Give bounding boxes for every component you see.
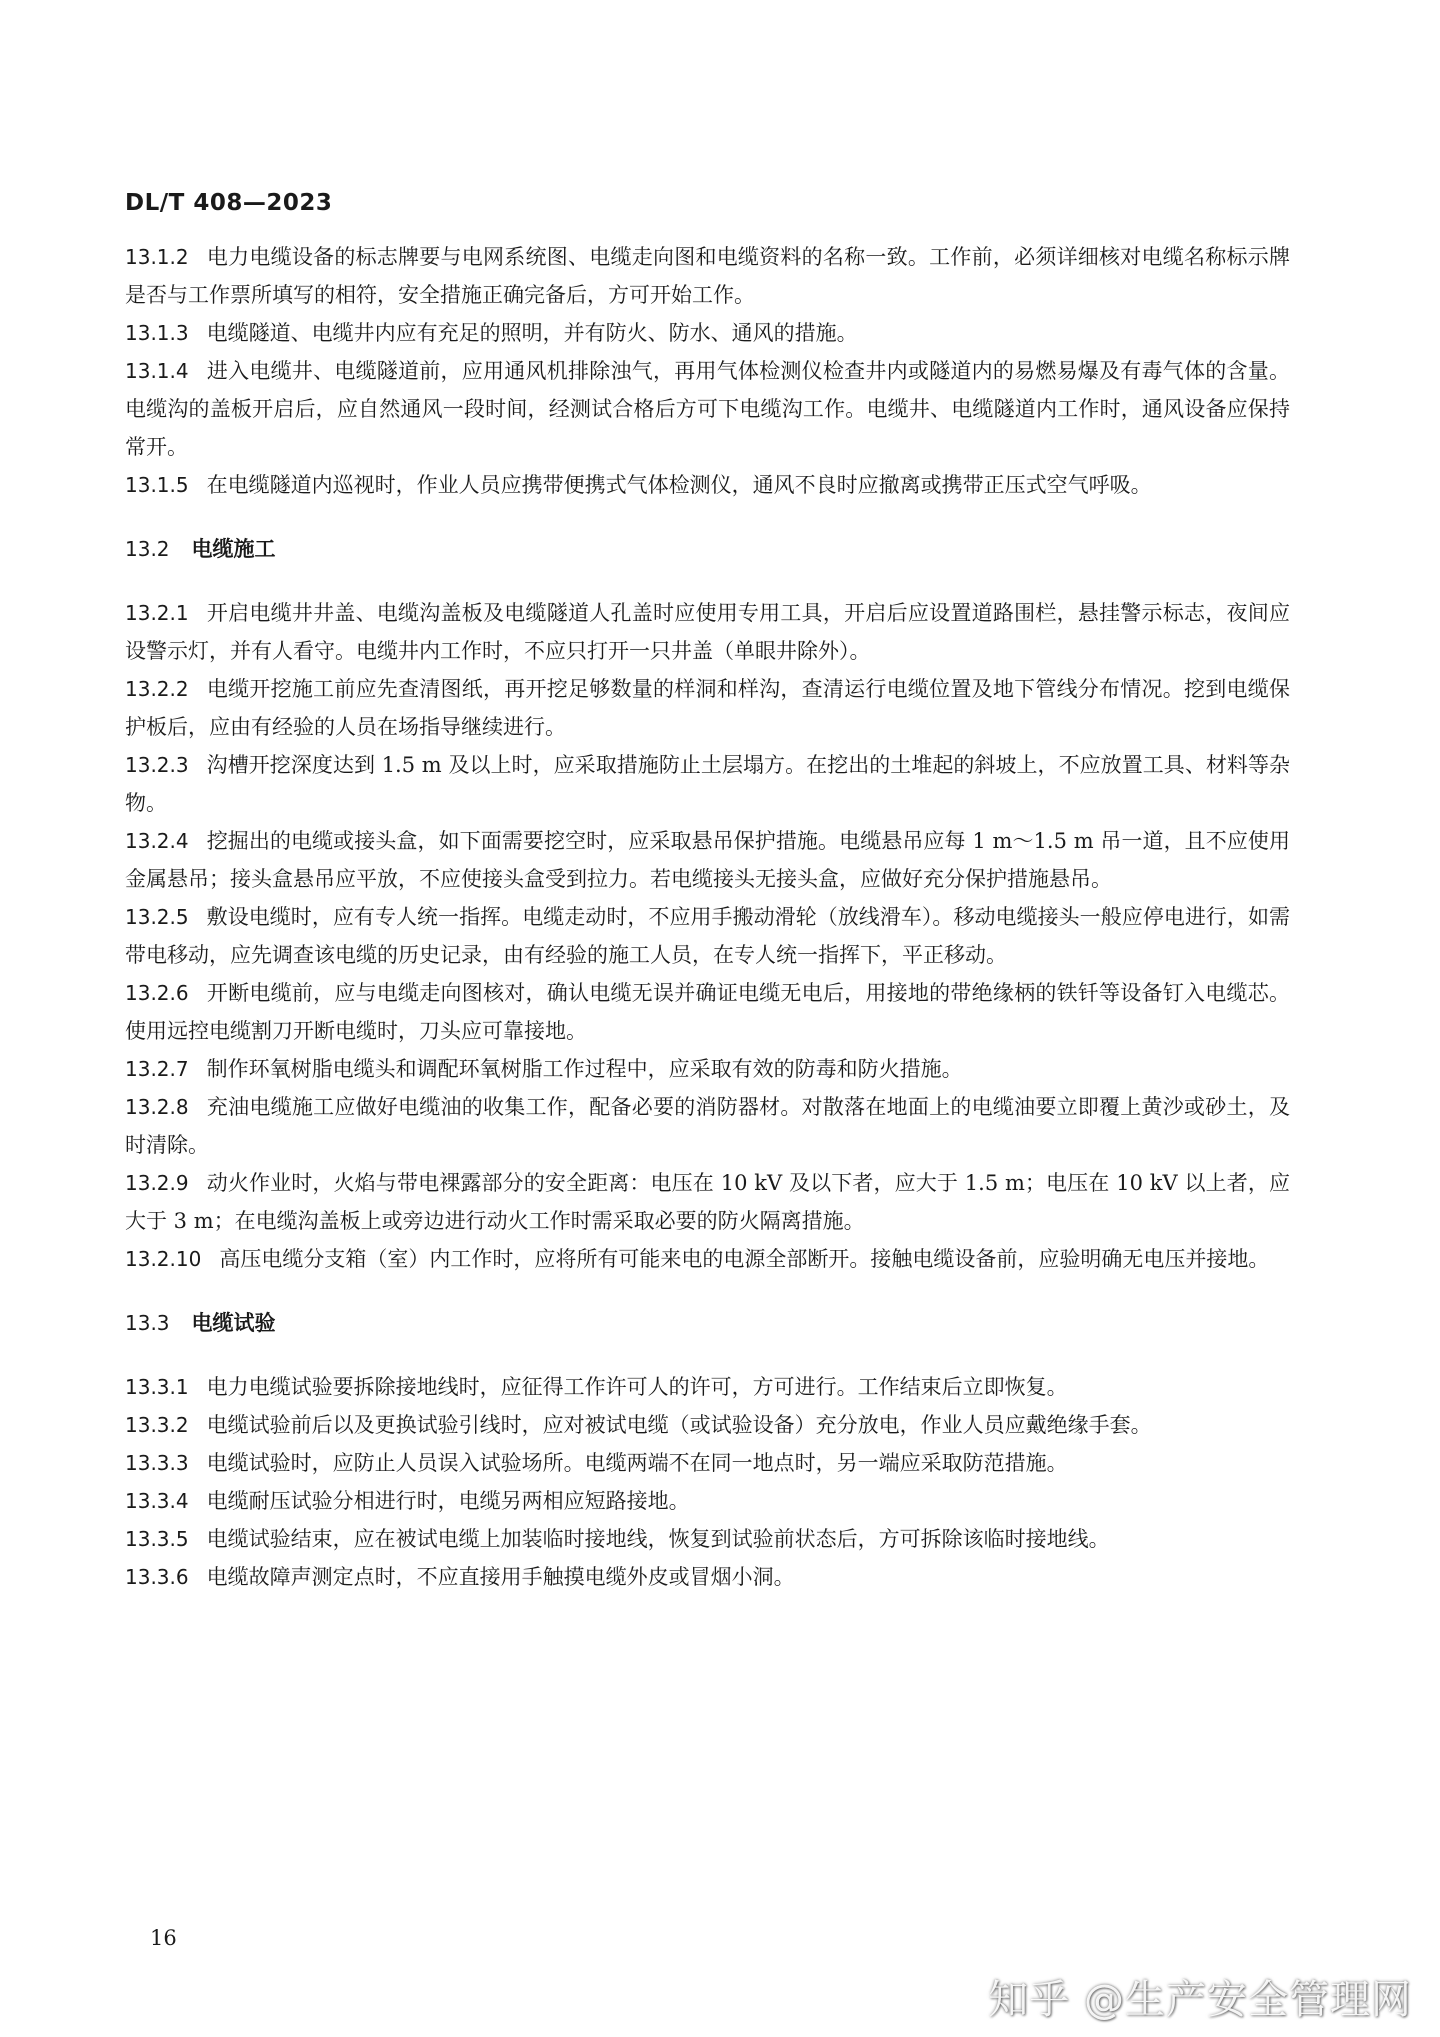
- clause-text: 充油电缆施工应做好电缆油的收集工作，配备必要的消防器材。对散落在地面上的电缆油要立即覆上黄沙或砂土，及时清除。: [125, 1095, 1290, 1157]
- clause-number: 13.2.1: [125, 601, 189, 625]
- clause-number: 13.1.2: [125, 245, 189, 269]
- section-title: 电缆施工: [191, 537, 276, 561]
- clause-number: 13.2.3: [125, 753, 189, 777]
- page-number: 16: [150, 1926, 177, 1950]
- clause-text: 电缆试验前后以及更换试验引线时，应对被试电缆（或试验设备）充分放电，作业人员应戴绝缘手套。: [206, 1413, 1152, 1437]
- clause-number: 13.1.5: [125, 473, 189, 497]
- clause-paragraph: [125, 1368, 1290, 1406]
- section-title: 电缆试验: [191, 1311, 276, 1335]
- clause-text: 电力电缆设备的标志牌要与电网系统图、电缆走向图和电缆资料的名称一致。工作前，必须详细核对电缆名称标示牌是否与工作票所填写的相符，安全措施正确完备后，方可开始工作。: [125, 245, 1290, 307]
- clause-paragraph: [125, 974, 1290, 1050]
- clause-number: 13.2.4: [125, 829, 189, 853]
- clause-text: 电缆开挖施工前应先查清图纸，再开挖足够数量的样洞和样沟，查清运行电缆位置及地下管线分布情况。挖到电缆保护板后，应由有经验的人员在场指导继续进行。: [125, 677, 1290, 739]
- clause-text: 挖掘出的电缆或接头盒，如下面需要挖空时，应采取悬吊保护措施。电缆悬吊应每 1 m～1.5 m 吊一道，且不应使用金属悬吊；接头盒悬吊应平放，不应使接头盒受到拉力。若电缆接头无接头盒，应做好充分保护措施悬吊。: [125, 829, 1290, 891]
- clause-number: 13.2.2: [125, 677, 189, 701]
- clause-paragraph: [125, 1050, 1290, 1088]
- clause-text: 电力电缆试验要拆除接地线时，应征得工作许可人的许可，方可进行。工作结束后立即恢复。: [206, 1375, 1068, 1399]
- clause-number: 13.2.8: [125, 1095, 189, 1119]
- clause-paragraph: [125, 746, 1290, 822]
- clause-paragraph: [125, 898, 1290, 974]
- clause-text: 沟槽开挖深度达到 1.5 m 及以上时，应采取措施防止土层塌方。在挖出的土堆起的斜坡上，不应放置工具、材料等杂物。: [125, 753, 1290, 815]
- clause-text: 高压电缆分支箱（室）内工作时，应将所有可能来电的电源全部断开。接触电缆设备前，应验明确无电压并接地。: [219, 1247, 1270, 1271]
- clause-text: 开断电缆前，应与电缆走向图核对，确认电缆无误并确证电缆无电后，用接地的带绝缘柄的铁钎等设备钉入电缆芯。使用远控电缆割刀开断电缆时，刀头应可靠接地。: [125, 981, 1290, 1043]
- clause-number: 13.2.10: [125, 1247, 202, 1271]
- clause-text: 电缆试验时，应防止人员误入试验场所。电缆两端不在同一地点时，另一端应采取防范措施。: [206, 1451, 1068, 1475]
- clause-text: 电缆试验结束，应在被试电缆上加装临时接地线，恢复到试验前状态后，方可拆除该临时接地线。: [206, 1527, 1110, 1551]
- clause-number: 13.3.4: [125, 1489, 189, 1513]
- clause-number: 13.2.9: [125, 1171, 189, 1195]
- section-heading: [125, 530, 1290, 568]
- clause-number: 13.1.4: [125, 359, 189, 383]
- clause-paragraph: [125, 670, 1290, 746]
- clause-text: 电缆耐压试验分相进行时，电缆另两相应短路接地。: [206, 1489, 690, 1513]
- clause-paragraph: [125, 1088, 1290, 1164]
- section-number: 13.2: [125, 537, 170, 561]
- clause-paragraph: [125, 238, 1290, 314]
- clause-text: 进入电缆井、电缆隧道前，应用通风机排除浊气，再用气体检测仪检查井内或隧道内的易燃易爆及有毒气体的含量。电缆沟的盖板开启后，应自然通风一段时间，经测试合格后方可下电缆沟工作。电缆井、电缆隧道内工作时，通风设备应保持常开。: [125, 359, 1290, 459]
- clause-number: 13.3.2: [125, 1413, 189, 1437]
- clause-paragraph: [125, 352, 1290, 466]
- clause-paragraph: [125, 1558, 1290, 1596]
- clause-number: 13.3.1: [125, 1375, 189, 1399]
- clause-paragraph: [125, 822, 1290, 898]
- clause-paragraph: [125, 1520, 1290, 1558]
- clause-paragraph: [125, 1164, 1290, 1240]
- clause-paragraph: [125, 594, 1290, 670]
- document-body: [125, 238, 1290, 1596]
- clause-text: 动火作业时，火焰与带电裸露部分的安全距离：电压在 10 kV 及以下者，应大于 1.5 m；电压在 10 kV 以上者，应大于 3 m；在电缆沟盖板上或旁边进行动火工作时需采取必要的防火隔离措施。: [125, 1171, 1290, 1233]
- clause-number: 13.3.5: [125, 1527, 189, 1551]
- watermark-text: 知乎 @生产安全管理网: [988, 1977, 1412, 2023]
- clause-text: 开启电缆井井盖、电缆沟盖板及电缆隧道人孔盖时应使用专用工具，开启后应设置道路围栏，悬挂警示标志，夜间应设警示灯，并有人看守。电缆井内工作时，不应只打开一只井盖（单眼井除外）。: [125, 601, 1290, 663]
- clause-number: 13.1.3: [125, 321, 189, 345]
- clause-text: 制作环氧树脂电缆头和调配环氧树脂工作过程中，应采取有效的防毒和防火措施。: [206, 1057, 963, 1081]
- clause-number: 13.2.7: [125, 1057, 189, 1081]
- clause-text: 敷设电缆时，应有专人统一指挥。电缆走动时，不应用手搬动滑轮（放线滑车）。移动电缆接头一般应停电进行，如需带电移动，应先调查该电缆的历史记录，由有经验的施工人员，在专人统一指挥下，平正移动。: [125, 905, 1290, 967]
- clause-paragraph: [125, 1482, 1290, 1520]
- section-heading: [125, 1304, 1290, 1342]
- clause-number: 13.2.5: [125, 905, 189, 929]
- section-number: 13.3: [125, 1311, 170, 1335]
- clause-number: 13.3.6: [125, 1565, 189, 1589]
- clause-paragraph: [125, 314, 1290, 352]
- clause-text: 在电缆隧道内巡视时，作业人员应携带便携式气体检测仪，通风不良时应撤离或携带正压式空气呼吸。: [206, 473, 1152, 497]
- clause-number: 13.3.3: [125, 1451, 189, 1475]
- clause-paragraph: [125, 466, 1290, 504]
- clause-paragraph: [125, 1406, 1290, 1444]
- document-code: DL/T 408—2023: [125, 190, 333, 216]
- clause-paragraph: [125, 1240, 1290, 1278]
- clause-number: 13.2.6: [125, 981, 189, 1005]
- clause-paragraph: [125, 1444, 1290, 1482]
- clause-text: 电缆故障声测定点时，不应直接用手触摸电缆外皮或冒烟小洞。: [206, 1565, 795, 1589]
- clause-text: 电缆隧道、电缆井内应有充足的照明，并有防火、防水、通风的措施。: [206, 321, 858, 345]
